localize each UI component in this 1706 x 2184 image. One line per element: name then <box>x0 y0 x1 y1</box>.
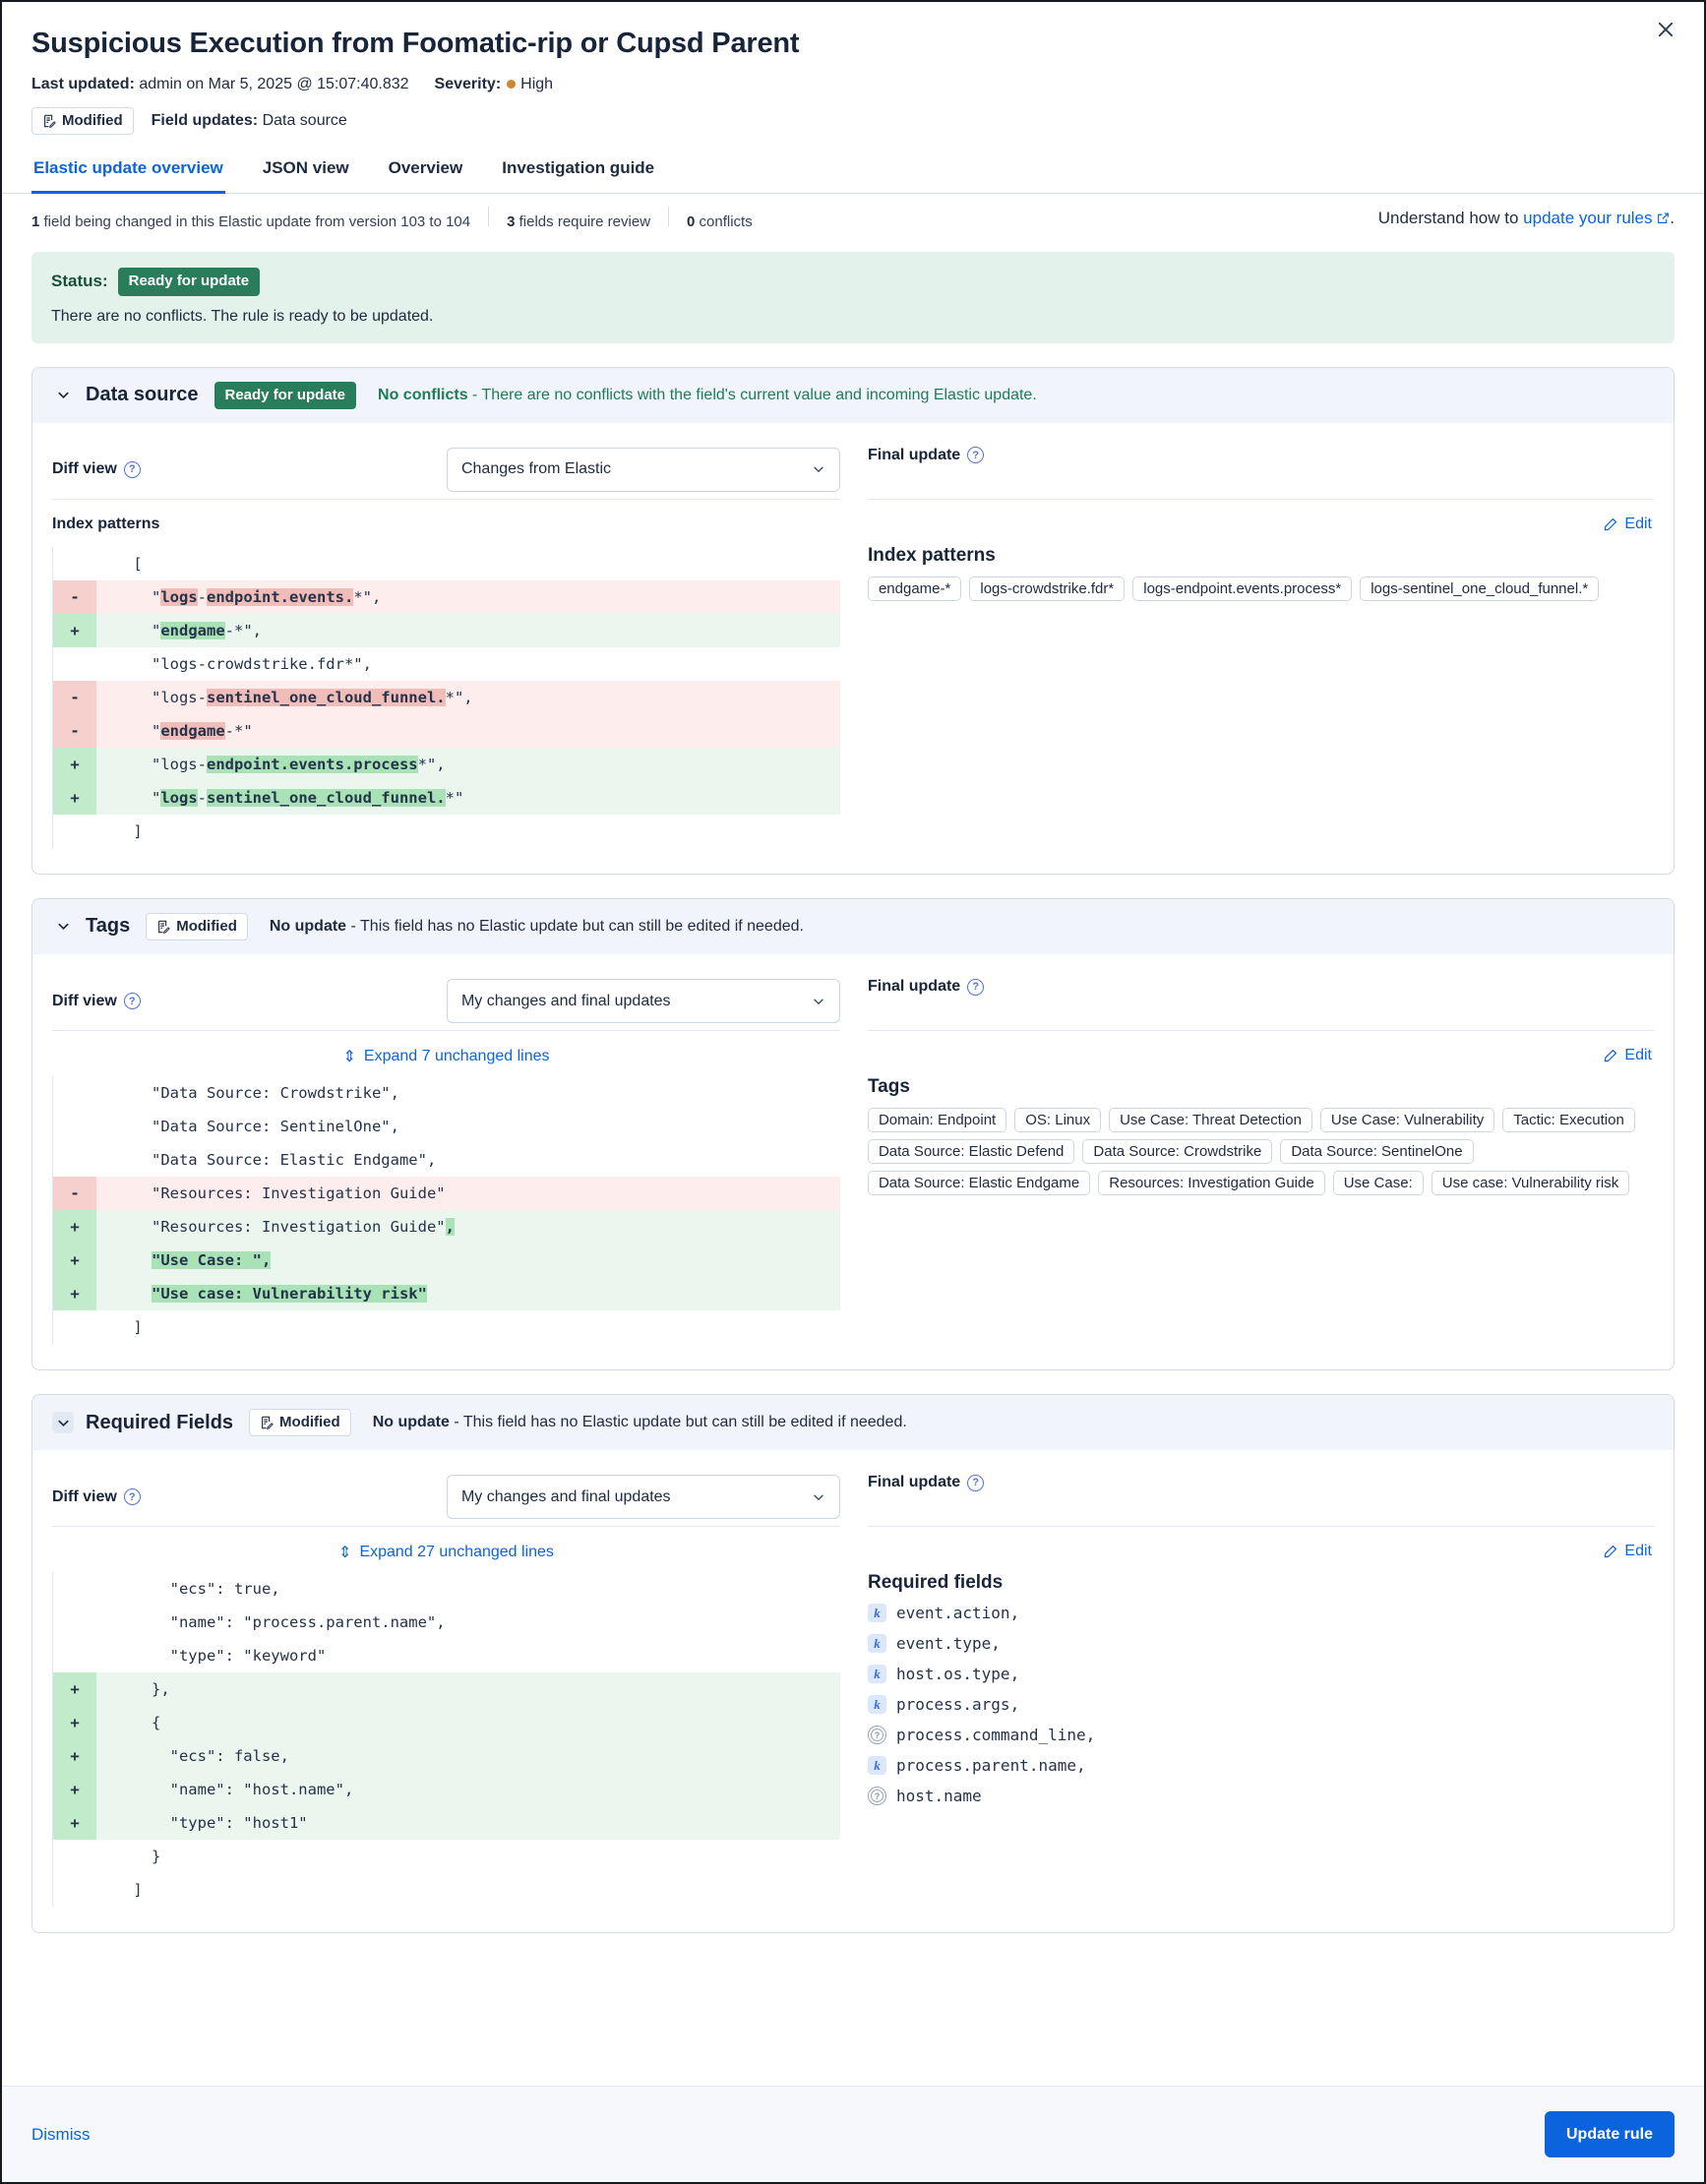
field-name: host.os.type, <box>895 1665 1020 1684</box>
help-icon[interactable]: ? <box>967 979 984 996</box>
tab-overview[interactable]: Overview <box>388 158 463 178</box>
status-message: There are no conflicts. The rule is ready to be updated. <box>51 307 434 325</box>
final-field-heading: Index patterns <box>867 544 996 566</box>
help-icon[interactable]: ? <box>124 461 141 478</box>
value-chip: Data Source: Elastic Endgame <box>868 1171 1090 1195</box>
help-icon[interactable]: ? <box>124 993 141 1009</box>
diff-line: + "Resources: Investigation Guide", <box>53 1210 840 1244</box>
status-badge: Ready for update <box>118 268 261 295</box>
tab-bar <box>2 156 1704 194</box>
severity-dot <box>507 80 516 89</box>
diff-viewer <box>52 1572 840 1907</box>
final-update-label: Final update ? <box>868 978 984 996</box>
flyout-footer <box>2 2086 1704 2182</box>
stat-item: 1 field being changed in this Elastic update from version 103 to 104 <box>31 213 471 231</box>
diff-line: ] <box>133 1318 143 1336</box>
diff-view-label: Diff view ? <box>52 1488 141 1506</box>
diff-line: - "endgame-*" <box>53 714 840 748</box>
required-field-item <box>868 1604 1654 1622</box>
final-field-heading: Tags <box>867 1076 910 1097</box>
required-field-item <box>868 1756 1654 1775</box>
index-pattern-chips <box>868 576 1654 601</box>
section-header-required-fields[interactable] <box>32 1395 1674 1450</box>
edit-button[interactable]: Edit <box>1604 516 1652 533</box>
severity: Severity: High <box>434 76 554 92</box>
update-stats-row <box>2 194 1704 242</box>
value-chip: Use case: Vulnerability risk <box>1432 1171 1630 1195</box>
rule-meta <box>31 76 1675 93</box>
stat-item: 3 fields require review <box>507 213 651 231</box>
page-title: Suspicious Execution from Foomatic-rip or Cupsd Parent <box>31 28 800 59</box>
value-chip: Data Source: Crowdstrike <box>1082 1139 1272 1164</box>
tab-elastic-update-overview[interactable]: Elastic update overview <box>31 156 225 194</box>
required-fields-list <box>868 1604 1654 1805</box>
close-icon[interactable] <box>1657 14 1688 45</box>
tab-json-view[interactable]: JSON view <box>262 158 349 178</box>
diff-view-label: Diff view ? <box>52 460 141 478</box>
tag-chips <box>868 1108 1654 1195</box>
keyword-token-icon: k <box>868 1695 886 1714</box>
required-field-item <box>868 1726 1654 1744</box>
chevron-down-icon <box>812 995 825 1008</box>
value-chip: Use Case: <box>1333 1171 1424 1195</box>
section-data-source <box>31 367 1675 875</box>
conflict-status: No conflicts - There are no conflicts with the field's current value and incoming Elastic update. <box>378 386 1037 403</box>
chevron-down-icon[interactable] <box>52 1412 74 1433</box>
diff-line: ] <box>133 1881 143 1900</box>
dismiss-button[interactable]: Dismiss <box>31 2124 91 2144</box>
keyword-token-icon: k <box>868 1756 886 1775</box>
unknown-type-icon: ? <box>868 1787 886 1805</box>
field-name: event.action, <box>895 1604 1020 1623</box>
diff-field-heading: Index patterns <box>52 515 160 532</box>
field-name: process.args, <box>895 1695 1020 1715</box>
diff-line: "Data Source: SentinelOne", <box>151 1118 399 1135</box>
diff-line: ] <box>133 821 143 840</box>
value-chip: Use Case: Threat Detection <box>1109 1108 1312 1132</box>
section-required-fields <box>31 1394 1675 1933</box>
value-chip: Use Case: Vulnerability <box>1320 1108 1494 1132</box>
help-text: Understand how to update your rules . <box>1377 209 1675 228</box>
section-title: Required Fields <box>86 1411 234 1433</box>
required-field-item <box>868 1787 1654 1805</box>
unknown-type-icon: ? <box>868 1726 886 1744</box>
diff-viewer <box>52 1076 840 1344</box>
diff-line: + "Use Case: ", <box>53 1244 840 1277</box>
diff-line: "Data Source: Crowdstrike", <box>151 1084 399 1102</box>
value-chip: logs-sentinel_one_cloud_funnel.* <box>1360 576 1599 601</box>
expand-unchanged-link[interactable]: ⇕ Expand 27 unchanged lines <box>338 1544 554 1562</box>
required-field-item <box>868 1695 1654 1714</box>
value-chip: logs-endpoint.events.process* <box>1132 576 1352 601</box>
keyword-token-icon: k <box>868 1604 886 1622</box>
modified-badge: Modified <box>146 913 248 940</box>
field-name: host.name <box>895 1787 982 1806</box>
update-rule-button[interactable]: Update rule <box>1545 2111 1675 2157</box>
expand-icon: ⇕ <box>338 1545 352 1562</box>
diff-line: + "logs-sentinel_one_cloud_funnel.*" <box>53 781 840 815</box>
stats-items <box>31 207 753 230</box>
diff-view-label: Diff view ? <box>52 993 141 1010</box>
diff-line: - "Resources: Investigation Guide" <box>53 1177 840 1210</box>
required-field-item <box>868 1665 1654 1683</box>
diff-view-select[interactable]: Changes from Elastic <box>447 448 840 492</box>
diff-line: "type": "keyword" <box>169 1647 327 1666</box>
field-name: process.command_line, <box>895 1726 1096 1745</box>
value-chip: Domain: Endpoint <box>868 1108 1006 1132</box>
diff-line: - "logs-endpoint.events.*", <box>53 580 840 614</box>
diff-line: + }, <box>53 1672 840 1706</box>
diff-line: + "endgame-*", <box>53 614 840 647</box>
chevron-down-icon[interactable] <box>52 916 74 938</box>
tab-investigation-guide[interactable]: Investigation guide <box>502 158 655 178</box>
diff-line: "name": "process.parent.name", <box>169 1613 446 1632</box>
value-chip: Resources: Investigation Guide <box>1098 1171 1324 1195</box>
diff-line: "ecs": true, <box>169 1580 280 1599</box>
field-name: process.parent.name, <box>895 1756 1086 1776</box>
diff-line: "Data Source: Elastic Endgame", <box>151 1151 437 1169</box>
modified-badge: Modified <box>249 1409 351 1436</box>
value-chip: Tactic: Execution <box>1502 1108 1635 1132</box>
section-tags <box>31 898 1675 1370</box>
flyout-header <box>2 2 1704 135</box>
expand-icon: ⇕ <box>342 1049 356 1065</box>
keyword-token-icon: k <box>868 1665 886 1683</box>
stat-item: 0 conflicts <box>687 213 753 231</box>
diff-view-select[interactable]: My changes and final updates <box>447 1475 840 1519</box>
final-field-heading: Required fields <box>867 1572 1004 1594</box>
diff-line: + "logs-endpoint.events.process*", <box>53 748 840 781</box>
diff-line: "logs-crowdstrike.fdr*", <box>151 654 372 673</box>
diff-line: [ <box>133 554 143 573</box>
diff-line: - "logs-sentinel_one_cloud_funnel.*", <box>53 681 840 714</box>
diff-viewer <box>52 547 840 848</box>
final-update-label: Final update ? <box>868 1474 984 1491</box>
section-header-tags[interactable] <box>32 899 1674 954</box>
section-title: Tags <box>86 915 131 938</box>
chevron-down-icon <box>812 462 825 476</box>
section-header-data-source[interactable] <box>32 368 1674 423</box>
field-name: event.type, <box>895 1634 1001 1654</box>
status-callout <box>31 252 1675 342</box>
value-chip: endgame-* <box>868 576 961 601</box>
update-rules-link[interactable]: update your rules <box>1523 209 1670 227</box>
expand-unchanged-link[interactable]: ⇕ Expand 7 unchanged lines <box>342 1048 550 1065</box>
value-chip: Data Source: Elastic Defend <box>868 1139 1074 1164</box>
modified-badge: Modified <box>31 107 134 135</box>
diff-view-select[interactable]: My changes and final updates <box>447 979 840 1023</box>
edit-button[interactable]: Edit <box>1604 1047 1652 1064</box>
chevron-down-icon <box>812 1490 825 1504</box>
section-title: Data source <box>86 384 199 406</box>
help-icon[interactable]: ? <box>124 1488 141 1505</box>
diff-line: } <box>151 1848 161 1866</box>
value-chip: OS: Linux <box>1014 1108 1101 1132</box>
diff-line: + { <box>53 1706 840 1739</box>
edit-button[interactable]: Edit <box>1604 1543 1652 1560</box>
status-label: Status: <box>51 272 108 291</box>
last-updated: Last updated: admin on Mar 5, 2025 @ 15:07:40.832 <box>31 76 409 92</box>
chevron-down-icon[interactable] <box>52 385 74 406</box>
value-chip: logs-crowdstrike.fdr* <box>969 576 1125 601</box>
update-status: No update - This field has no Elastic update but can still be edited if needed. <box>269 917 804 935</box>
diff-line: + "ecs": false, <box>53 1739 840 1773</box>
value-chip: Data Source: SentinelOne <box>1280 1139 1473 1164</box>
help-icon[interactable]: ? <box>967 447 984 463</box>
field-updates: Field updates: Data source <box>151 112 347 130</box>
ready-for-update-badge: Ready for update <box>214 382 357 409</box>
help-icon[interactable]: ? <box>967 1475 984 1491</box>
diff-line: + "name": "host.name", <box>53 1773 840 1806</box>
update-status: No update - This field has no Elastic update but can still be edited if needed. <box>372 1414 907 1431</box>
keyword-token-icon: k <box>868 1634 886 1653</box>
required-field-item <box>868 1634 1654 1653</box>
diff-line: + "Use case: Vulnerability risk" <box>53 1277 840 1310</box>
final-update-label: Final update ? <box>868 447 984 464</box>
diff-line: + "type": "host1" <box>53 1806 840 1840</box>
